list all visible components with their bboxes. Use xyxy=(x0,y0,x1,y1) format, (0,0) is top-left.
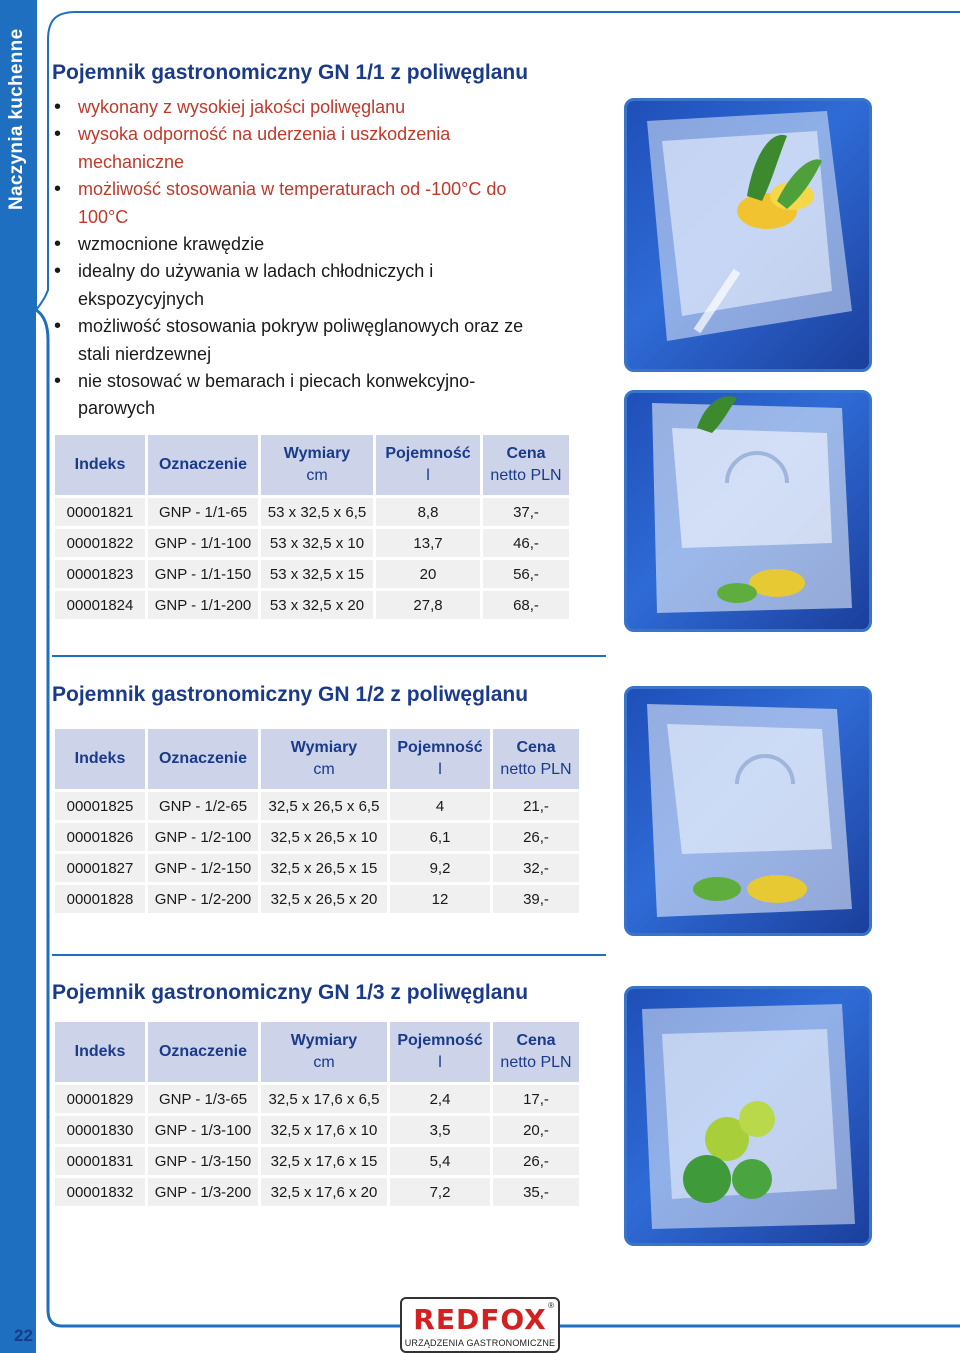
table-row xyxy=(55,1085,579,1113)
table-cell: 26,- xyxy=(493,823,579,851)
table-cell: 39,- xyxy=(493,885,579,913)
logo-brand: REDFOX xyxy=(413,1303,547,1336)
feature-list xyxy=(52,94,532,423)
table-row xyxy=(55,560,569,588)
table-cell: 32,5 x 17,6 x 20 xyxy=(261,1178,387,1206)
table-row xyxy=(55,591,569,619)
table-cell: 00001825 xyxy=(55,792,145,820)
table-cell: 00001827 xyxy=(55,854,145,882)
header-oznaczenie: Oznaczenie xyxy=(148,729,258,789)
table-cell: GNP - 1/3-100 xyxy=(148,1116,258,1144)
table-cell: 32,5 x 26,5 x 6,5 xyxy=(261,792,387,820)
table-cell: 6,1 xyxy=(390,823,490,851)
table-cell: 4 xyxy=(390,792,490,820)
table-cell: 32,5 x 26,5 x 10 xyxy=(261,823,387,851)
feature-item: • możliwość stosowania pokryw poliwęglanowych oraz ze stali nierdzewnej xyxy=(52,313,528,368)
section-title-gn11: Pojemnik gastronomiczny GN 1/1 z poliwęglanu xyxy=(52,61,529,84)
table-row xyxy=(55,529,569,557)
feature-item: • wysoka odporność na uderzenia i uszkodzenia mechaniczne xyxy=(52,121,478,176)
header-wymiary: Wymiary cm xyxy=(261,1022,387,1082)
table-cell: 00001831 xyxy=(55,1147,145,1175)
table-header-row xyxy=(55,1022,579,1082)
table-cell: GNP - 1/1-65 xyxy=(148,498,258,526)
table-cell: 00001829 xyxy=(55,1085,145,1113)
product-table-gn12 xyxy=(52,726,582,916)
table-cell: GNP - 1/2-150 xyxy=(148,854,258,882)
product-table-gn13 xyxy=(52,1019,582,1209)
table-cell: 00001822 xyxy=(55,529,145,557)
table-cell: 20 xyxy=(376,560,480,588)
table-row xyxy=(55,792,579,820)
table-cell: 32,5 x 26,5 x 15 xyxy=(261,854,387,882)
table-cell: 27,8 xyxy=(376,591,480,619)
table-cell: GNP - 1/2-200 xyxy=(148,885,258,913)
table-cell: 9,2 xyxy=(390,854,490,882)
header-wymiary: Wymiary cm xyxy=(261,729,387,789)
table-row xyxy=(55,885,579,913)
table-cell: 7,2 xyxy=(390,1178,490,1206)
header-indeks: Indeks xyxy=(55,435,145,495)
table-cell: 3,5 xyxy=(390,1116,490,1144)
table-cell: 13,7 xyxy=(376,529,480,557)
table-cell: 32,5 x 17,6 x 15 xyxy=(261,1147,387,1175)
table-cell: 32,5 x 26,5 x 20 xyxy=(261,885,387,913)
header-pojemnosc: Pojemność l xyxy=(390,1022,490,1082)
table-cell: 00001823 xyxy=(55,560,145,588)
table-cell: 53 x 32,5 x 10 xyxy=(261,529,373,557)
table-cell: 8,8 xyxy=(376,498,480,526)
header-cena: Cena netto PLN xyxy=(493,729,579,789)
table-cell: 2,4 xyxy=(390,1085,490,1113)
table-cell: 20,- xyxy=(493,1116,579,1144)
table-cell: GNP - 1/1-100 xyxy=(148,529,258,557)
table-row xyxy=(55,823,579,851)
table-cell: GNP - 1/3-150 xyxy=(148,1147,258,1175)
table-cell: GNP - 1/1-150 xyxy=(148,560,258,588)
table-cell: 00001828 xyxy=(55,885,145,913)
header-cena: Cena netto PLN xyxy=(493,1022,579,1082)
table-cell: 35,- xyxy=(493,1178,579,1206)
table-cell: 68,- xyxy=(483,591,569,619)
sidebar-title: Naczynia kuchenne xyxy=(6,28,27,210)
product-photo-lid-container xyxy=(624,390,872,632)
product-photo-gn12-container xyxy=(624,686,872,936)
product-photo-gn11-container xyxy=(624,98,872,372)
table-cell: 5,4 xyxy=(390,1147,490,1175)
header-indeks: Indeks xyxy=(55,729,145,789)
logo-subtitle: URZĄDZENIA GASTRONOMICZNE xyxy=(404,1338,556,1348)
table-cell: 56,- xyxy=(483,560,569,588)
table-cell: GNP - 1/3-200 xyxy=(148,1178,258,1206)
table-cell: 12 xyxy=(390,885,490,913)
table-cell: 00001830 xyxy=(55,1116,145,1144)
feature-item: • wzmocnione krawędzie xyxy=(52,231,532,258)
table-cell: GNP - 1/2-65 xyxy=(148,792,258,820)
header-cena: Cena netto PLN xyxy=(483,435,569,495)
header-oznaczenie: Oznaczenie xyxy=(148,1022,258,1082)
table-cell: GNP - 1/2-100 xyxy=(148,823,258,851)
page-number: 22 xyxy=(14,1326,33,1345)
header-wymiary: Wymiary cm xyxy=(261,435,373,495)
table-row xyxy=(55,854,579,882)
table-cell: 46,- xyxy=(483,529,569,557)
table-cell: 53 x 32,5 x 15 xyxy=(261,560,373,588)
table-row xyxy=(55,1178,579,1206)
section-divider xyxy=(52,655,606,657)
header-indeks: Indeks xyxy=(55,1022,145,1082)
table-cell: 32,- xyxy=(493,854,579,882)
table-row xyxy=(55,1116,579,1144)
header-oznaczenie: Oznaczenie xyxy=(148,435,258,495)
table-row xyxy=(55,1147,579,1175)
table-cell: 53 x 32,5 x 6,5 xyxy=(261,498,373,526)
feature-item: • nie stosować w bemarach i piecach konwekcyjno-parowych xyxy=(52,368,518,423)
logo-reg-mark: ® xyxy=(548,1301,554,1310)
product-photo-gn13-container xyxy=(624,986,872,1246)
table-cell: 00001826 xyxy=(55,823,145,851)
redfox-logo xyxy=(400,1297,560,1353)
header-pojemnosc: Pojemność l xyxy=(376,435,480,495)
feature-item: • wykonany z wysokiej jakości poliwęglanu xyxy=(52,94,532,121)
table-cell: 32,5 x 17,6 x 6,5 xyxy=(261,1085,387,1113)
table-cell: 17,- xyxy=(493,1085,579,1113)
table-header-row xyxy=(55,435,569,495)
table-header-row xyxy=(55,729,579,789)
section-divider xyxy=(52,954,606,956)
feature-item: • możliwość stosowania w temperaturach od -100°C do 100°C xyxy=(52,176,508,231)
feature-item: • idealny do używania w ladach chłodniczych i ekspozycyjnych xyxy=(52,258,478,313)
product-table-gn11 xyxy=(52,432,572,622)
section-title-gn13: Pojemnik gastronomiczny GN 1/3 z poliwęglanu xyxy=(52,981,529,1004)
header-pojemnosc: Pojemność l xyxy=(390,729,490,789)
table-cell: 32,5 x 17,6 x 10 xyxy=(261,1116,387,1144)
table-cell: 00001824 xyxy=(55,591,145,619)
section-title-gn12: Pojemnik gastronomiczny GN 1/2 z poliwęglanu xyxy=(52,683,529,706)
table-cell: 00001821 xyxy=(55,498,145,526)
table-row xyxy=(55,498,569,526)
table-cell: 00001832 xyxy=(55,1178,145,1206)
table-cell: 21,- xyxy=(493,792,579,820)
table-cell: 26,- xyxy=(493,1147,579,1175)
table-cell: GNP - 1/3-65 xyxy=(148,1085,258,1113)
table-cell: GNP - 1/1-200 xyxy=(148,591,258,619)
table-cell: 53 x 32,5 x 20 xyxy=(261,591,373,619)
table-cell: 37,- xyxy=(483,498,569,526)
